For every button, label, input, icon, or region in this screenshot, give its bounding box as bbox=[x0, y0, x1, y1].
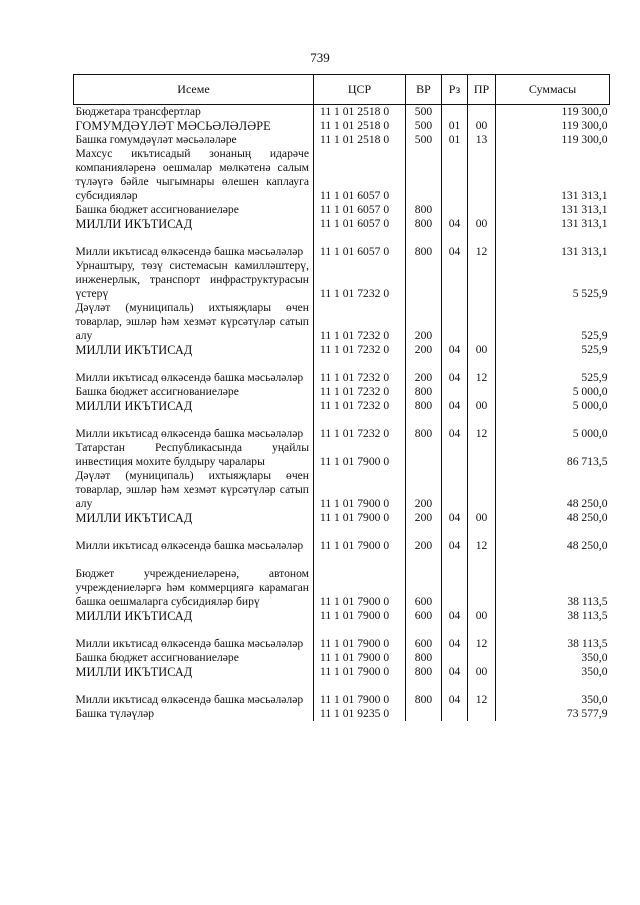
row-amount: 38 113,5 bbox=[496, 609, 610, 623]
row-pr-code: 00 bbox=[468, 609, 496, 623]
row-amount: 350,0 bbox=[496, 679, 610, 707]
table-row bbox=[74, 357, 610, 385]
row-csr-code: 11 1 01 6057 0 bbox=[314, 147, 406, 203]
row-amount: 5 000,0 bbox=[496, 385, 610, 399]
row-rz-code: 04 bbox=[442, 399, 468, 413]
row-vr-code: 200 bbox=[406, 357, 442, 385]
row-rz-code: 04 bbox=[442, 511, 468, 525]
table-row bbox=[74, 343, 610, 357]
row-vr-code: 200 bbox=[406, 301, 442, 343]
row-amount: 119 300,0 bbox=[496, 133, 610, 147]
row-name: МИЛЛИ ИКЪТИСАД bbox=[74, 665, 314, 679]
row-csr-code: 11 1 01 7900 0 bbox=[314, 553, 406, 609]
row-csr-code: 11 1 01 2518 0 bbox=[314, 133, 406, 147]
row-rz-code bbox=[442, 651, 468, 665]
row-vr-code bbox=[406, 259, 442, 301]
row-amount: 38 113,5 bbox=[496, 623, 610, 651]
row-name: Дәүләт (муниципаль) ихтыяҗлары өчен товарлар, эшләр һәм хезмәт күрсәтүләр сатып алу bbox=[74, 301, 314, 343]
row-pr-code: 00 bbox=[468, 343, 496, 357]
row-name: Милли икътисад өлкәсендә башка мәсьәләләр bbox=[74, 525, 314, 553]
row-csr-code: 11 1 01 7232 0 bbox=[314, 301, 406, 343]
row-name: Махсус икътисадый зонаның идарәче компанияләренә оешмалар мөлкәтенә салым түләүгә бәйле чыгымнары өлешен каплауга субсидияләр bbox=[74, 147, 314, 203]
table-row bbox=[74, 217, 610, 231]
row-vr-code bbox=[406, 707, 442, 721]
row-csr-code: 11 1 01 2518 0 bbox=[314, 119, 406, 133]
row-name: Милли икътисад өлкәсендә башка мәсьәләләр bbox=[74, 231, 314, 259]
row-vr-code: 600 bbox=[406, 623, 442, 651]
row-amount: 131 313,1 bbox=[496, 203, 610, 217]
row-pr-code bbox=[468, 301, 496, 343]
table-row bbox=[74, 147, 610, 203]
row-csr-code: 11 1 01 7900 0 bbox=[314, 511, 406, 525]
row-pr-code bbox=[468, 553, 496, 609]
table-row bbox=[74, 231, 610, 259]
page-number: 739 bbox=[310, 50, 330, 65]
row-vr-code: 800 bbox=[406, 413, 442, 441]
row-amount: 48 250,0 bbox=[496, 511, 610, 525]
row-name: Милли икътисад өлкәсендә башка мәсьәләләр bbox=[74, 679, 314, 707]
row-name: МИЛЛИ ИКЪТИСАД bbox=[74, 399, 314, 413]
row-amount: 5 000,0 bbox=[496, 399, 610, 413]
row-csr-code: 11 1 01 7232 0 bbox=[314, 413, 406, 441]
row-csr-code: 11 1 01 7900 0 bbox=[314, 525, 406, 553]
row-amount: 350,0 bbox=[496, 651, 610, 665]
row-pr-code bbox=[468, 147, 496, 203]
row-vr-code: 800 bbox=[406, 665, 442, 679]
row-name: МИЛЛИ ИКЪТИСАД bbox=[74, 609, 314, 623]
row-name: Татарстан Республикасында уңайлы инвестиция мохите булдыру чаралары bbox=[74, 441, 314, 469]
row-csr-code: 11 1 01 6057 0 bbox=[314, 217, 406, 231]
table-body bbox=[74, 105, 610, 722]
row-vr-code: 600 bbox=[406, 609, 442, 623]
table-row bbox=[74, 203, 610, 217]
table-header-row bbox=[74, 75, 610, 105]
row-amount: 86 713,5 bbox=[496, 441, 610, 469]
row-vr-code: 200 bbox=[406, 343, 442, 357]
budget-table bbox=[73, 74, 610, 721]
row-amount: 48 250,0 bbox=[496, 469, 610, 511]
row-pr-code: 00 bbox=[468, 119, 496, 133]
table-row bbox=[74, 385, 610, 399]
header-rz: Рз bbox=[442, 75, 468, 105]
row-rz-code bbox=[442, 105, 468, 120]
row-rz-code: 04 bbox=[442, 609, 468, 623]
row-vr-code: 500 bbox=[406, 105, 442, 120]
row-vr-code: 500 bbox=[406, 133, 442, 147]
row-name: Башка гомумдәүләт мәсьәләләре bbox=[74, 133, 314, 147]
header-vr: ВР bbox=[406, 75, 442, 105]
row-csr-code: 11 1 01 7232 0 bbox=[314, 357, 406, 385]
row-pr-code: 12 bbox=[468, 357, 496, 385]
row-csr-code: 11 1 01 2518 0 bbox=[314, 105, 406, 120]
row-name: Милли икътисад өлкәсендә башка мәсьәләләр bbox=[74, 357, 314, 385]
row-name: МИЛЛИ ИКЪТИСАД bbox=[74, 511, 314, 525]
row-vr-code: 800 bbox=[406, 217, 442, 231]
row-rz-code bbox=[442, 259, 468, 301]
row-rz-code bbox=[442, 469, 468, 511]
row-amount: 350,0 bbox=[496, 665, 610, 679]
row-vr-code: 800 bbox=[406, 679, 442, 707]
table-row bbox=[74, 133, 610, 147]
row-rz-code bbox=[442, 385, 468, 399]
table-row bbox=[74, 623, 610, 651]
row-rz-code: 04 bbox=[442, 623, 468, 651]
row-name: Милли икътисад өлкәсендә башка мәсьәләләр bbox=[74, 413, 314, 441]
row-pr-code bbox=[468, 651, 496, 665]
header-name: Исеме bbox=[74, 75, 314, 105]
row-pr-code: 12 bbox=[468, 525, 496, 553]
header-sum: Суммасы bbox=[496, 75, 610, 105]
table-row bbox=[74, 105, 610, 120]
row-rz-code bbox=[442, 553, 468, 609]
row-name: ГОМУМДӘҮЛӘТ МӘСЬӘЛӘЛӘРЕ bbox=[74, 119, 314, 133]
row-vr-code: 800 bbox=[406, 231, 442, 259]
row-vr-code: 800 bbox=[406, 203, 442, 217]
row-rz-code: 04 bbox=[442, 413, 468, 441]
row-pr-code bbox=[468, 707, 496, 721]
row-amount: 119 300,0 bbox=[496, 119, 610, 133]
table-row bbox=[74, 441, 610, 469]
row-amount: 131 313,1 bbox=[496, 217, 610, 231]
row-csr-code: 11 1 01 7900 0 bbox=[314, 665, 406, 679]
row-vr-code: 800 bbox=[406, 385, 442, 399]
header-pr: ПР bbox=[468, 75, 496, 105]
row-name: МИЛЛИ ИКЪТИСАД bbox=[74, 343, 314, 357]
row-name: Башка бюджет ассигнованиеләре bbox=[74, 651, 314, 665]
row-pr-code: 00 bbox=[468, 665, 496, 679]
row-csr-code: 11 1 01 7232 0 bbox=[314, 259, 406, 301]
row-rz-code bbox=[442, 301, 468, 343]
row-csr-code: 11 1 01 6057 0 bbox=[314, 231, 406, 259]
row-vr-code: 200 bbox=[406, 511, 442, 525]
row-amount: 5 525,9 bbox=[496, 259, 610, 301]
row-vr-code: 500 bbox=[406, 119, 442, 133]
header-csr: ЦСР bbox=[314, 75, 406, 105]
row-pr-code bbox=[468, 203, 496, 217]
row-amount: 48 250,0 bbox=[496, 525, 610, 553]
row-rz-code bbox=[442, 147, 468, 203]
row-pr-code bbox=[468, 469, 496, 511]
table-row bbox=[74, 707, 610, 721]
row-name: МИЛЛИ ИКЪТИСАД bbox=[74, 217, 314, 231]
row-pr-code: 00 bbox=[468, 399, 496, 413]
row-rz-code bbox=[442, 707, 468, 721]
row-rz-code bbox=[442, 441, 468, 469]
row-amount: 131 313,1 bbox=[496, 147, 610, 203]
row-name: Башка бюджет ассигнованиеләре bbox=[74, 203, 314, 217]
row-vr-code: 600 bbox=[406, 553, 442, 609]
table-row bbox=[74, 553, 610, 609]
row-vr-code bbox=[406, 147, 442, 203]
table-row bbox=[74, 413, 610, 441]
row-vr-code bbox=[406, 441, 442, 469]
row-rz-code: 04 bbox=[442, 357, 468, 385]
table-row bbox=[74, 525, 610, 553]
table-row bbox=[74, 609, 610, 623]
row-csr-code: 11 1 01 6057 0 bbox=[314, 203, 406, 217]
row-amount: 131 313,1 bbox=[496, 231, 610, 259]
row-rz-code: 04 bbox=[442, 231, 468, 259]
row-pr-code bbox=[468, 259, 496, 301]
row-amount: 73 577,9 bbox=[496, 707, 610, 721]
row-csr-code: 11 1 01 7900 0 bbox=[314, 469, 406, 511]
table-row bbox=[74, 301, 610, 343]
row-vr-code: 200 bbox=[406, 469, 442, 511]
row-csr-code: 11 1 01 9235 0 bbox=[314, 707, 406, 721]
row-vr-code: 200 bbox=[406, 525, 442, 553]
row-rz-code bbox=[442, 203, 468, 217]
row-csr-code: 11 1 01 7232 0 bbox=[314, 385, 406, 399]
row-amount: 119 300,0 bbox=[496, 105, 610, 120]
row-vr-code: 800 bbox=[406, 399, 442, 413]
row-csr-code: 11 1 01 7900 0 bbox=[314, 441, 406, 469]
row-csr-code: 11 1 01 7900 0 bbox=[314, 623, 406, 651]
row-csr-code: 11 1 01 7900 0 bbox=[314, 651, 406, 665]
table-row bbox=[74, 679, 610, 707]
row-pr-code: 00 bbox=[468, 217, 496, 231]
row-pr-code bbox=[468, 105, 496, 120]
row-name: Дәүләт (муниципаль) ихтыяҗлары өчен товарлар, эшләр һәм хезмәт күрсәтүләр сатып алу bbox=[74, 469, 314, 511]
row-name: Башка бюджет ассигнованиеләре bbox=[74, 385, 314, 399]
row-rz-code: 04 bbox=[442, 525, 468, 553]
table-row bbox=[74, 511, 610, 525]
row-amount: 525,9 bbox=[496, 301, 610, 343]
row-name: Башка түләүләр bbox=[74, 707, 314, 721]
row-amount: 5 000,0 bbox=[496, 413, 610, 441]
table-row bbox=[74, 469, 610, 511]
row-pr-code: 12 bbox=[468, 413, 496, 441]
table-row bbox=[74, 399, 610, 413]
row-amount: 525,9 bbox=[496, 343, 610, 357]
row-rz-code: 04 bbox=[442, 679, 468, 707]
row-pr-code: 12 bbox=[468, 623, 496, 651]
row-rz-code: 04 bbox=[442, 665, 468, 679]
row-name: Милли икътисад өлкәсендә башка мәсьәләләр bbox=[74, 623, 314, 651]
row-pr-code: 13 bbox=[468, 133, 496, 147]
row-pr-code: 12 bbox=[468, 231, 496, 259]
row-rz-code: 04 bbox=[442, 343, 468, 357]
row-pr-code bbox=[468, 441, 496, 469]
row-pr-code: 00 bbox=[468, 511, 496, 525]
table-row bbox=[74, 665, 610, 679]
row-rz-code: 01 bbox=[442, 133, 468, 147]
table-row bbox=[74, 259, 610, 301]
row-csr-code: 11 1 01 7900 0 bbox=[314, 609, 406, 623]
row-name: Бюджет учреждениеләренә, автоном учреждениеләргә һәм коммерциягә карамаган башка оешмаларга субсидияләр бирү bbox=[74, 553, 314, 609]
row-name: Бюджетара трансфертлар bbox=[74, 105, 314, 120]
row-pr-code bbox=[468, 385, 496, 399]
table-row bbox=[74, 651, 610, 665]
row-csr-code: 11 1 01 7900 0 bbox=[314, 679, 406, 707]
table-row bbox=[74, 119, 610, 133]
row-amount: 525,9 bbox=[496, 357, 610, 385]
row-csr-code: 11 1 01 7232 0 bbox=[314, 399, 406, 413]
row-rz-code: 04 bbox=[442, 217, 468, 231]
row-csr-code: 11 1 01 7232 0 bbox=[314, 343, 406, 357]
row-amount: 38 113,5 bbox=[496, 553, 610, 609]
row-rz-code: 01 bbox=[442, 119, 468, 133]
row-vr-code: 800 bbox=[406, 651, 442, 665]
row-name: Урнаштыру, төзү системасын камилләштерү, инженерлык, транспорт инфраструктурасын үстерү bbox=[74, 259, 314, 301]
row-pr-code: 12 bbox=[468, 679, 496, 707]
